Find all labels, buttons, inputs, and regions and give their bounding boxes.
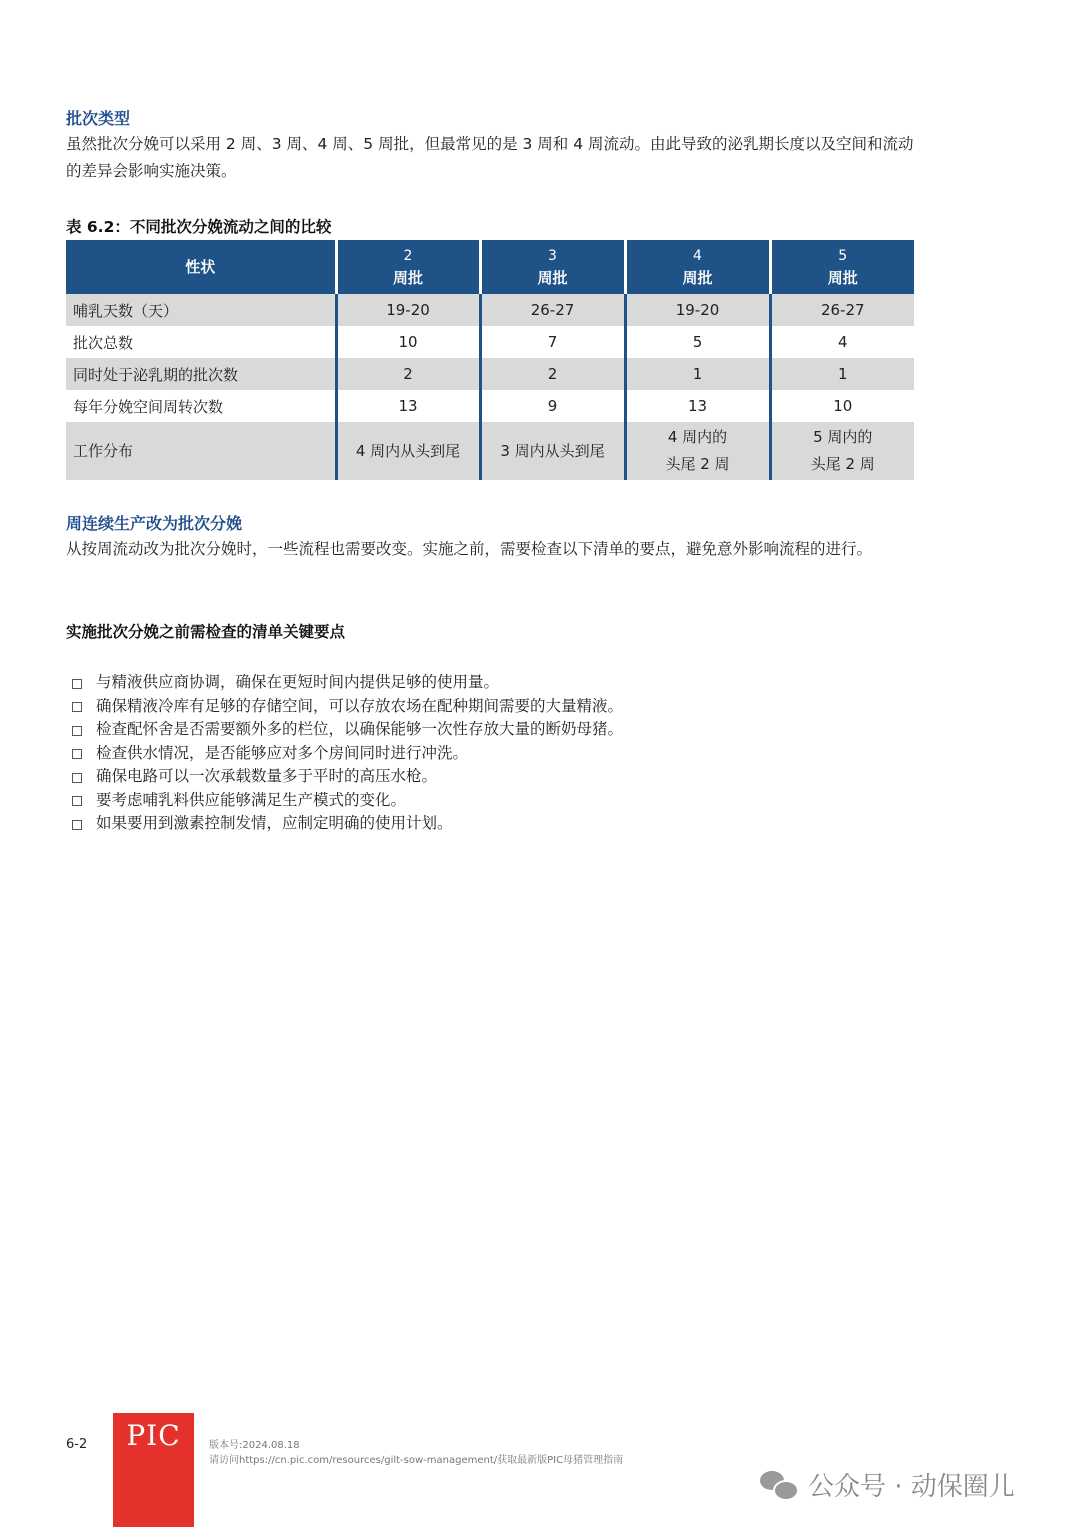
section-text-transition: 从按周流动改为批次分娩时，一些流程也需要改变。实施之前，需要检查以下清单的要点，避免意外影响流程的进行。 <box>66 540 873 558</box>
header-col <box>625 240 770 294</box>
watermark <box>760 1466 1015 1502</box>
header-col-label: 周批 <box>392 269 423 287</box>
table-cell: 19-20 <box>625 294 770 326</box>
header-col-num: 5 <box>838 248 848 264</box>
header-trait: 性状 <box>66 240 336 294</box>
list-item-text: 检查配怀舍是否需要额外多的栏位，以确保能够一次性存放大量的断奶母猪。 <box>96 720 624 738</box>
table-row <box>66 294 914 326</box>
header-col <box>336 240 480 294</box>
table-cell: 2 <box>480 358 625 390</box>
header-col-num: 2 <box>403 248 413 264</box>
table-cell: 3 周内从头到尾 <box>480 422 625 480</box>
logo-text: PIC <box>126 1419 181 1452</box>
row-label: 批次总数 <box>66 326 336 358</box>
comparison-table <box>66 240 914 480</box>
list-item-text: 如果要用到激素控制发情，应制定明确的使用计划。 <box>96 814 453 832</box>
row-label: 每年分娩空间周转次数 <box>66 390 336 422</box>
version-text: 版本号:2024.08.18 <box>209 1440 300 1451</box>
list-item-text: 要考虑哺乳料供应能够满足生产模式的变化。 <box>96 790 407 809</box>
table-cell: 4 周内从头到尾 <box>336 422 480 480</box>
table-cell: 1 <box>625 358 770 390</box>
header-col-num: 4 <box>693 248 702 264</box>
checkbox-icon <box>72 679 82 689</box>
checkbox-icon <box>72 749 82 759</box>
wechat-icon <box>760 1469 800 1499</box>
table-row <box>66 422 914 480</box>
table-cell: 19-20 <box>336 294 480 326</box>
checkbox-icon <box>72 773 82 783</box>
watermark-text: 公众号 · 动保圈儿 <box>808 1471 1015 1502</box>
list-item <box>72 671 623 695</box>
list-item <box>72 765 623 789</box>
checkbox-icon <box>72 820 82 830</box>
list-item <box>72 812 623 836</box>
checkbox-icon <box>72 726 82 736</box>
row-label: 同时处于泌乳期的批次数 <box>66 358 336 390</box>
page-number: 6-2 <box>66 1437 88 1452</box>
cell-line-2: 头尾 2 周 <box>810 455 875 473</box>
header-col-label: 周批 <box>537 269 568 287</box>
cell-line-1: 4 周内的 <box>667 428 728 446</box>
list-item <box>72 742 623 766</box>
list-item <box>72 718 623 742</box>
table-cell <box>770 422 914 480</box>
table-row <box>66 326 914 358</box>
header-col-label: 周批 <box>682 269 713 287</box>
list-item <box>72 695 623 719</box>
list-item-text: 检查供水情况，是否能够应对多个房间同时进行冲洗。 <box>96 743 469 762</box>
row-label: 哺乳天数（天） <box>66 294 336 326</box>
table-cell: 7 <box>480 326 625 358</box>
table-cell: 10 <box>770 390 914 422</box>
list-item-text: 与精液供应商协调，确保在更短时间内提供足够的使用量。 <box>96 673 500 691</box>
checkbox-icon <box>72 702 82 712</box>
header-col-label: 周批 <box>827 269 858 287</box>
footer-url: 请访问https://cn.pic.com/resources/gilt-sow-management/获取最新版PIC母猪管理指南 <box>209 1455 624 1466</box>
table-cell: 1 <box>770 358 914 390</box>
row-label: 工作分布 <box>66 422 336 480</box>
table-row <box>66 390 914 422</box>
table-cell: 26-27 <box>480 294 625 326</box>
list-item-text: 确保电路可以一次承载数量多于平时的高压水枪。 <box>96 767 438 785</box>
table-cell: 9 <box>480 390 625 422</box>
table-cell: 13 <box>625 390 770 422</box>
table-caption: 表 6.2：不同批次分娩流动之间的比较 <box>66 218 332 236</box>
table-cell: 10 <box>336 326 480 358</box>
checklist-title: 实施批次分娩之前需检查的清单关键要点 <box>66 623 346 641</box>
list-item-text: 确保精液冷库有足够的存储空间，可以存放农场在配种期间需要的大量精液。 <box>96 696 624 715</box>
header-col-num: 3 <box>548 248 557 264</box>
section-text-batch-types: 虽然批次分娩可以采用 2 周、3 周、4 周、5 周批，但最常见的是 3 周和 4 周流动。由此导致的泌乳期长度以及空间和流动的差异会影响实施决策。 <box>66 135 914 180</box>
table-cell <box>625 422 770 480</box>
checklist <box>72 671 623 836</box>
pic-logo <box>113 1413 194 1527</box>
table-cell: 5 <box>625 326 770 358</box>
table-header-row <box>66 240 914 294</box>
table-cell: 13 <box>336 390 480 422</box>
cell-line-2: 头尾 2 周 <box>665 455 730 473</box>
section-title-batch-types: 批次类型 <box>66 109 131 128</box>
section-title-transition: 周连续生产改为批次分娩 <box>66 514 243 533</box>
checkbox-icon <box>72 796 82 806</box>
table-cell: 26-27 <box>770 294 914 326</box>
table-row <box>66 358 914 390</box>
list-item <box>72 789 623 813</box>
header-col <box>480 240 625 294</box>
cell-line-1: 5 周内的 <box>813 428 873 446</box>
header-col <box>770 240 914 294</box>
table-cell: 4 <box>770 326 914 358</box>
table-cell: 2 <box>336 358 480 390</box>
